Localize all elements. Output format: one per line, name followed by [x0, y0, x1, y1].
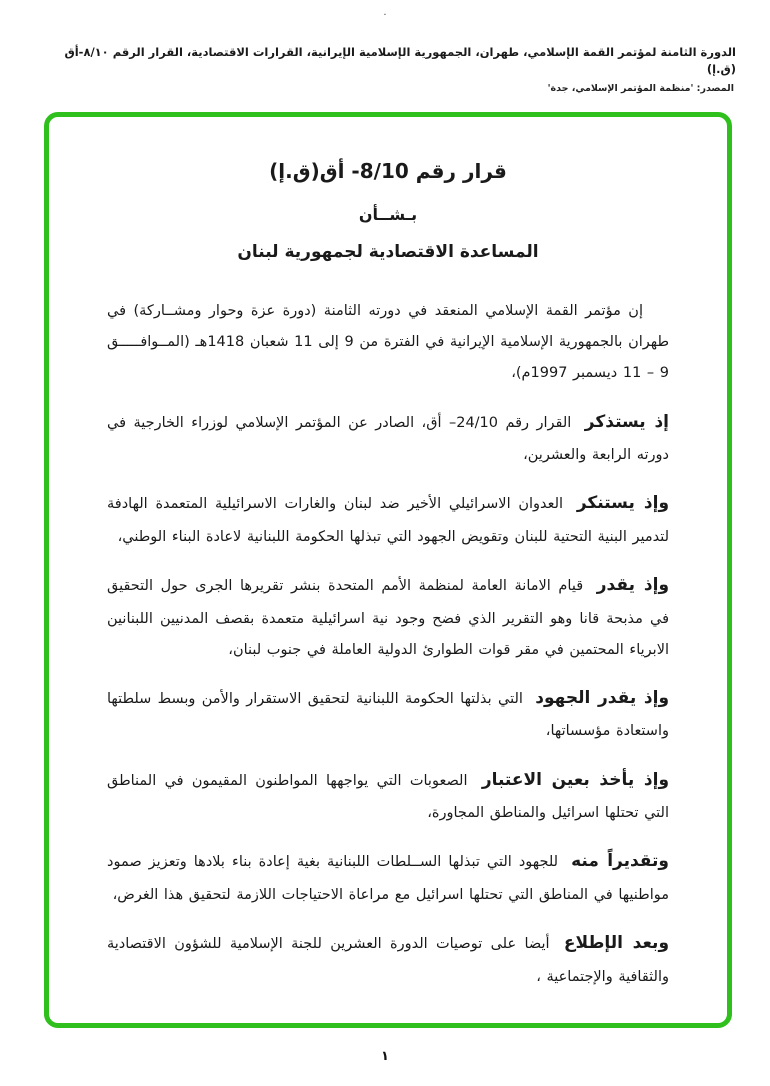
paragraph-lead: وبعد الإطلاع — [563, 933, 670, 953]
paragraph-lead: وإذ يقدر الجهود — [535, 687, 670, 708]
paragraph-lead: وتقديراً منه — [571, 851, 669, 872]
paragraph-text: أيضا على توصيات الدورة العشرين للجنة الإسلامية للشؤون الاقتصادية والثقافية والإجتماعية ، — [107, 936, 669, 985]
paragraph-text: إن مؤتمر القمة الإسلامي المنعقد في دورته الثامنة (دورة عزة وحوار ومشــاركة) في طهران بالجمهورية الإسلامية الإيرانية في الفترة من 9 إلى 11 شعبان 1418هـ (المــوافـــــق 9 – 11 ديسمبر 1997م)، — [107, 303, 669, 382]
document-header — [34, 44, 736, 94]
paragraph-lead: وإذ يستنكر — [576, 493, 670, 514]
resolution-body — [107, 296, 669, 993]
paragraph-lead: وإذ يقدر — [596, 574, 670, 595]
paragraph-in-appreciation — [107, 843, 669, 911]
paragraph-text: للجهود التي تبذلها الســلطات اللبنانية بغية إعادة بناء بلادها وتعزيز صمود مواطنيها في المناطق التي تحتلها اسرائيل مع مراعاة الاحتياجات اللازمة لتحقيق هذا الغرض، — [107, 854, 669, 903]
paragraph-recalling — [107, 404, 669, 472]
paragraph-appreciating-un-report — [107, 567, 669, 666]
header-citation-line: الدورة الثامنة لمؤتمر القمة الإسلامي، طهران، الجمهورية الإسلامية الإيرانية، القرارات الاقتصادية، القرار الرقم ٨/١٠-أق (ق.إ) — [64, 45, 736, 77]
paragraph-text: العدوان الاسرائيلي الأخير ضد لبنان والغارات الاسرائيلية المتعمدة الهادفة لتدمير البنية التحتية للبنان وتقويض الجهود التي تبذلها الحكومة اللبنانية لاعادة البناء الوطني، — [107, 496, 669, 545]
paragraph-lead: وإذ يأخذ بعين الاعتبار — [481, 769, 670, 790]
paragraph-condemning — [107, 485, 669, 553]
top-scan-mark: · — [383, 10, 387, 21]
paragraph-having-reviewed — [107, 925, 669, 993]
paragraph-text: قيام الامانة العامة لمنظمة الأمم المتحدة بنشر تقريرها الجرى حول التحقيق في مذبحة قانا وهو التقرير الذي فضح وجود نية اسرائيلية متعمدة بقصف المدنيين اللبنانين الابرياء المحتمين في مقر قوات الطوارئ الدولية العاملة في جنوب لبنان، — [107, 577, 669, 658]
resolution-title: قرار رقم 8/10- أق(ق.إ) — [269, 159, 507, 183]
paragraph-text: الصعوبات التي يواجهها المواطنون المقيمون في المناطق التي تحتلها اسرائيل والمناطق المجاورة، — [107, 772, 669, 822]
page-number: ١ — [381, 1049, 389, 1064]
paragraph-preamble — [107, 296, 669, 390]
resolution-subject: المساعدة الاقتصادية لجمهورية لبنان — [237, 242, 539, 262]
paragraph-taking-into-account — [107, 762, 669, 830]
scanned-document-frame — [44, 112, 732, 1028]
header-source-line: المصدر: 'منظمة المؤتمر الإسلامي، جدة' — [547, 82, 734, 94]
paragraph-appreciating-efforts — [107, 680, 669, 748]
paragraph-lead: إذ يستذكر — [584, 411, 669, 432]
paragraph-text: التي بذلتها الحكومة اللبنانية لتحقيق الاستقرار والأمن وبسط سلطتها واستعادة مؤسساتها، — [107, 690, 669, 740]
paragraph-text: القرار رقم 24/10– أق، الصادر عن المؤتمر الإسلامي لوزراء الخارجية في دورته الرابعة والعشرين، — [107, 414, 669, 464]
resolution-subtitle-regarding: بـشــأن — [358, 205, 418, 224]
